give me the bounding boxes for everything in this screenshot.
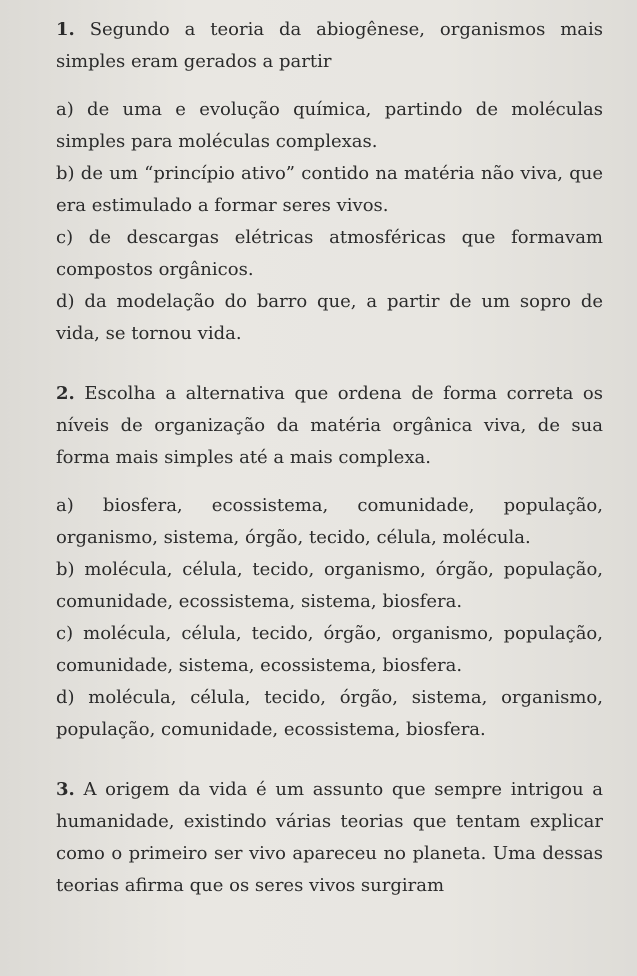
question-3-stem [56,774,603,902]
question-2-number: 2. [56,383,75,404]
question-1-number: 1. [56,19,75,40]
question-2-stem [56,378,603,474]
question-1 [56,14,603,350]
question-1-option-d: d) da modelação do barro que, a partir de um sopro de vida, se tornou vida. [56,291,603,344]
question-2-option-c: c) molécula, célula, tecido, órgão, organismo, população, comunidade, sistema, ecossistema, biosfera. [56,623,603,676]
question-1-option-b: b) de um “princípio ativo” contido na matéria não viva, que era estimulado a formar seres vivos. [56,163,603,216]
question-1-text: Segundo a teoria da abiogênese, organismos mais simples eram gerados a partir [56,19,604,72]
question-2-text: Escolha a alternativa que ordena de forma correta os níveis de organização da matéria orgânica viva, de sua forma mais simples até a mais complexa. [56,383,603,468]
question-3-text: A origem da vida é um assunto que sempre intrigou a humanidade, existindo várias teorias que tentam explicar como o primeiro ser vivo apareceu no planeta. Uma dessas teorias afirma que os seres vivos surgiram [56,779,604,896]
question-1-stem [56,14,603,78]
question-2 [56,378,603,746]
question-2-option-d: d) molécula, célula, tecido, órgão, sistema, organismo, população, comunidade, ecossistema, biosfera. [56,687,603,740]
question-1-option-c: c) de descargas elétricas atmosféricas que formavam compostos orgânicos. [56,227,603,280]
question-1-option-a: a) de uma e evolução química, partindo de moléculas simples para moléculas complexas. [56,99,603,152]
question-2-option-a: a) biosfera, ecossistema, comunidade, população, organismo, sistema, órgão, tecido, célula, molécula. [56,495,603,548]
question-2-option-b: b) molécula, célula, tecido, organismo, órgão, população, comunidade, ecossistema, sistema, biosfera. [56,559,603,612]
question-3-number: 3. [56,779,75,800]
question-3 [56,774,603,902]
